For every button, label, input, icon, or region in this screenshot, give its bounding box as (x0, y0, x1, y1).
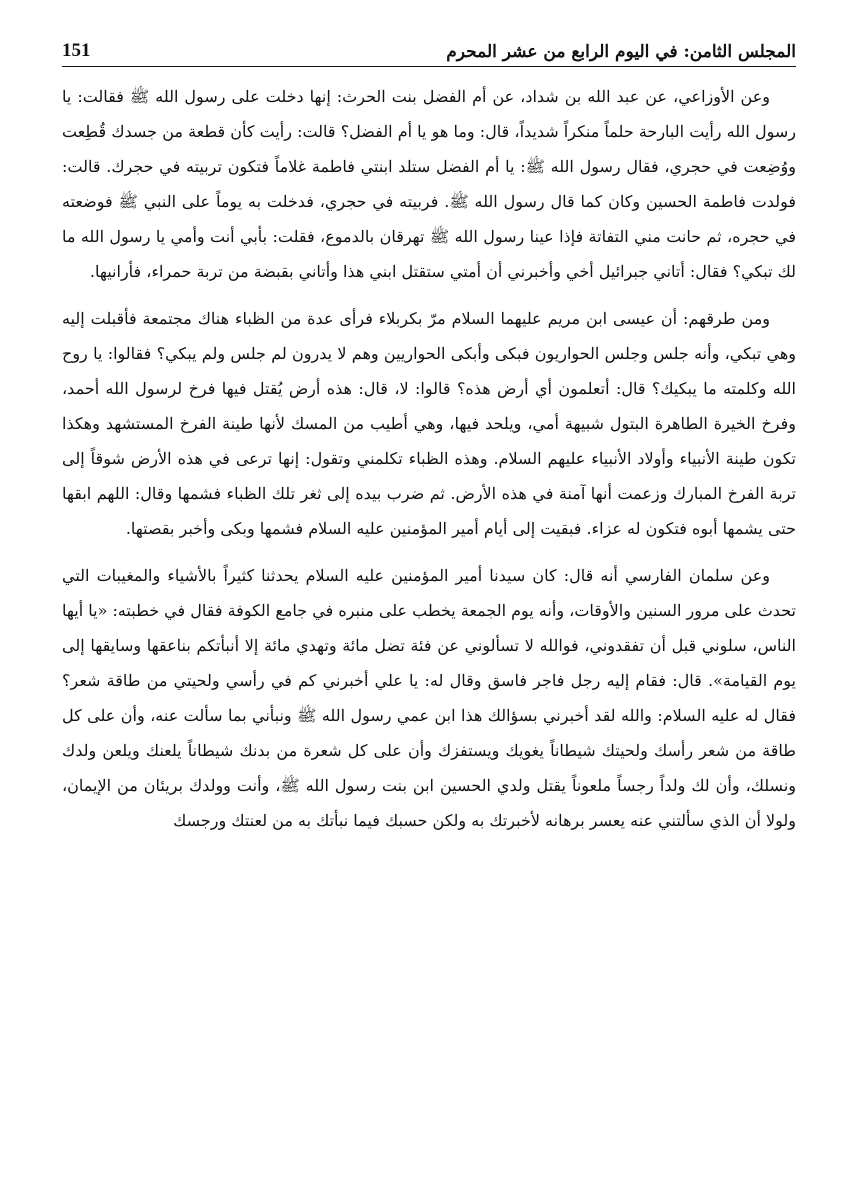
body-text (62, 79, 796, 838)
page-header (62, 26, 796, 67)
running-head: المجلس الثامن: في اليوم الرابع من عشر المحرم (446, 42, 796, 62)
book-page (62, 26, 796, 838)
paragraph-isa-karbala-narration: ومن طرقهم: أن عيسى ابن مريم عليهما السلام مرّ بكربلاء فرأى عدة من الظباء هناك مجتمعة فأقبلت إليه وهي تبكي، وأنه جلس وجلس الحواريون فبكى وأبكى الحواريين وهم لا يدرون لم جلس ولم يبكي؟ فقالوا: يا روح الله وكلمته ما يبكيك؟ قال: أتعلمون أي أرض هذه؟ قالوا: لا، قال: هذه أرض يُقتل فيها فرخ لرسول الله أحمد، وفرخ الخيرة الطاهرة البتول شبيهة أمي، ويلحد فيها، وهي أطيب من المسك لأنها طينة الفرخ المستشهد وهكذا تكون طينة الأنبياء وأولاد الأنبياء عليهم السلام. وهذه الظباء تكلمني وتقول: إنها ترعى في هذه الأرض شوقاً إلى تربة الفرخ المبارك وزعمت أنها آمنة في هذه الأرض. ثم ضرب بيده إلى ثغر تلك الظباء فشمها وقال: اللهم ابقها حتى يشمها أبوه فتكون له عزاء. فبقيت إلى أيام أمير المؤمنين عليه السلام فشمها وبكى وأخبر بقصتها. (62, 309, 796, 538)
page-number: 151 (62, 40, 91, 61)
paragraph-umm-al-fadl-narration: وعن الأوزاعي، عن عبد الله بن شداد، عن أم الفضل بنت الحرث: إنها دخلت على رسول الله ﷺ فقالت: يا رسول الله رأيت البارحة حلماً منكراً شديداً، قال: وما هو يا أم الفضل؟ قالت: رأيت كأن قطعة من جسدك قُطِعت ووُضِعت في حجري، فقال رسول الله ﷺ: يا أم الفضل ستلد ابنتي فاطمة غلاماً فتكون تربيته في حجرك. قالت: فولدت فاطمة الحسين وكان كما قال رسول الله ﷺ. فربيته في حجري، فدخلت به يوماً على النبي ﷺ فوضعته في حجره، ثم حانت مني التفاتة فإذا عينا رسول الله ﷺ تهرقان بالدموع، فقلت: بأبي أنت وأمي يا رسول الله ما لك تبكي؟ فقال: أتاني جبرائيل أخي وأخبرني أن أمتي ستقتل ابني هذا وأتاني بقبضة من تربة حمراء، فأرانيها. (62, 87, 796, 281)
paragraph-salman-narration: وعن سلمان الفارسي أنه قال: كان سيدنا أمير المؤمنين عليه السلام يحدثنا كثيراً بالأشياء والمغيبات التي تحدث على مرور السنين والأوقات، وأنه يوم الجمعة يخطب على منبره في جامع الكوفة فقال في خطبته: «يا أيها الناس، سلوني قبل أن تفقدوني، فوالله لا تسألوني عن فئة تضل مائة وتهدي مائة إلا أنبأتكم بناعقها وسايقها إلى يوم القيامة». قال: فقام إليه رجل فاجر فاسق وقال له: يا علي أخبرني كم في رأسي ولحيتي من طاقة شعر؟ فقال له عليه السلام: والله لقد أخبرني بسؤالك هذا ابن عمي رسول الله ﷺ ونبأني بما سألت عنه، وأن على كل طاقة من شعر رأسك ولحيتك شيطاناً يغويك ويستفزك وأن على كل شعرة من بدنك شيطاناً يلعنك ويلعن ولدك ونسلك، وأن لك ولداً رجساً ملعوناً يقتل ولدي الحسين ابن بنت رسول الله ﷺ، وأنت وولدك بريئان من الإيمان، ولولا أن الذي سألتني عنه يعسر برهانه لأخبرتك به ولكن حسبك فيما نبأتك به من لعنتك ورجسك (62, 566, 797, 830)
